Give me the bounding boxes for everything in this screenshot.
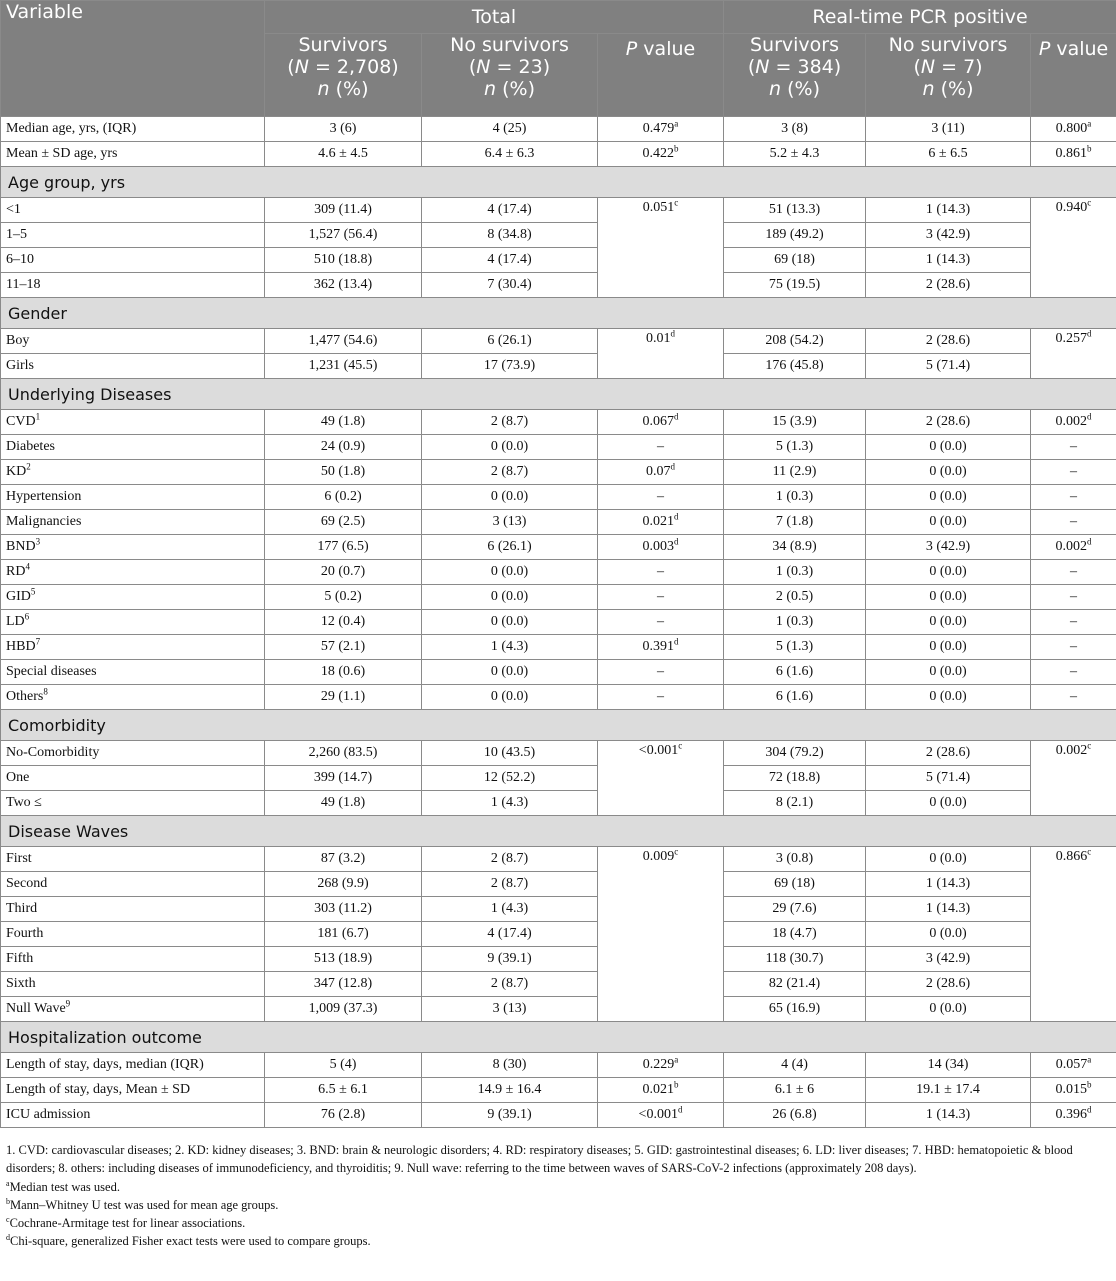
- cell: 2 (28.6): [866, 741, 1031, 766]
- p-value: –: [598, 610, 724, 635]
- header-col: Survivors (N = 384) n (%): [724, 34, 866, 117]
- table-row: [1, 791, 1116, 816]
- cell: 2 (8.7): [422, 972, 598, 997]
- cell: 65 (16.9): [724, 997, 866, 1022]
- table-row: [1, 585, 1116, 610]
- table-row: [1, 460, 1116, 485]
- cell: 1 (14.3): [866, 1103, 1031, 1128]
- row-label: Malignancies: [1, 510, 265, 535]
- cell: 6 (26.1): [422, 535, 598, 560]
- table-row: [1, 1078, 1116, 1103]
- cell: 0 (0.0): [866, 847, 1031, 872]
- cell: 0 (0.0): [422, 435, 598, 460]
- row-label: ICU admission: [1, 1103, 265, 1128]
- p-value: –: [1031, 660, 1116, 685]
- cell: 5 (1.3): [724, 635, 866, 660]
- p-value: 0.002$^c$: [1031, 741, 1116, 816]
- cell: 309 (11.4): [265, 198, 422, 223]
- cell: 3 (13): [422, 997, 598, 1022]
- header-pcr: Real-time PCR positive: [724, 1, 1116, 34]
- row-label: Others$^8$: [1, 685, 265, 710]
- p-value: –: [1031, 685, 1116, 710]
- cell: 69 (18): [724, 248, 866, 273]
- cell: 5 (0.2): [265, 585, 422, 610]
- row-label: No-Comorbidity: [1, 741, 265, 766]
- table-row: [1, 223, 1116, 248]
- cell: 0 (0.0): [422, 585, 598, 610]
- table-row: [1, 997, 1116, 1022]
- p-value: 0.940$^c$: [1031, 198, 1116, 298]
- cell: 76 (2.8): [265, 1103, 422, 1128]
- header-col: P value: [1031, 34, 1116, 117]
- cell: 1 (14.3): [866, 248, 1031, 273]
- cell: 14 (34): [866, 1053, 1031, 1078]
- cell: 1 (14.3): [866, 897, 1031, 922]
- p-value: 0.229$^a$: [598, 1053, 724, 1078]
- table-row: [1, 972, 1116, 997]
- cell: 9 (39.1): [422, 1103, 598, 1128]
- p-value: 0.866$^c$: [1031, 847, 1116, 1022]
- cell: 3 (0.8): [724, 847, 866, 872]
- row-label: $RD^4$: [1, 560, 265, 585]
- row-label: CVD$^1$: [1, 410, 265, 435]
- section-title: Disease Waves: [1, 816, 1116, 847]
- row-label: Boy: [1, 329, 265, 354]
- row-label: First: [1, 847, 265, 872]
- cell: 7 (30.4): [422, 273, 598, 298]
- table-row: [1, 248, 1116, 273]
- p-value: 0.422$^b$: [598, 142, 724, 167]
- p-value: 0.021$^d$: [598, 510, 724, 535]
- row-label: One: [1, 766, 265, 791]
- cell: 4 (17.4): [422, 922, 598, 947]
- cell: 5 (1.3): [724, 435, 866, 460]
- cell: 12 (0.4): [265, 610, 422, 635]
- cell: 4 (25): [422, 117, 598, 142]
- cell: 208 (54.2): [724, 329, 866, 354]
- table-row: [1, 947, 1116, 972]
- section-title: Underlying Diseases: [1, 379, 1116, 410]
- cell: 1 (4.3): [422, 791, 598, 816]
- footnote-c: $^c$Cochrane-Armitage test for linear associations.: [6, 1214, 246, 1230]
- row-label: Null Wave$^9$: [1, 997, 265, 1022]
- cell: 18 (4.7): [724, 922, 866, 947]
- p-value: 0.396$^d$: [1031, 1103, 1116, 1128]
- cell: 1 (0.3): [724, 560, 866, 585]
- cell: 6 (26.1): [422, 329, 598, 354]
- header-col: P value: [598, 34, 724, 117]
- header-col: No survivors (N = 23) n (%): [422, 34, 598, 117]
- table-row: [1, 766, 1116, 791]
- cell: 0 (0.0): [422, 660, 598, 685]
- cell: 20 (0.7): [265, 560, 422, 585]
- footnotes: [6, 1141, 1110, 1250]
- p-value: 0.015$^b$: [1031, 1078, 1116, 1103]
- cell: 176 (45.8): [724, 354, 866, 379]
- cell: 57 (2.1): [265, 635, 422, 660]
- cell: 6.5 ± 6.1: [265, 1078, 422, 1103]
- cell: 5 (4): [265, 1053, 422, 1078]
- section-header-comorbidity: [1, 710, 1116, 741]
- cell: 2 (0.5): [724, 585, 866, 610]
- section-header-underlying: [1, 379, 1116, 410]
- cell: 4 (4): [724, 1053, 866, 1078]
- section-title: Hospitalization outcome: [1, 1022, 1116, 1053]
- table-row: [1, 329, 1116, 354]
- cell: 3 (8): [724, 117, 866, 142]
- table-row: [1, 117, 1116, 142]
- section-header-waves: [1, 816, 1116, 847]
- p-value: 0.861$^b$: [1031, 142, 1116, 167]
- cell: 12 (52.2): [422, 766, 598, 791]
- cell: 3 (13): [422, 510, 598, 535]
- table-row: [1, 635, 1116, 660]
- cell: 1 (0.3): [724, 610, 866, 635]
- row-label: Fourth: [1, 922, 265, 947]
- cell: 3 (11): [866, 117, 1031, 142]
- cell: 7 (1.8): [724, 510, 866, 535]
- p-value: 0.003$^d$: [598, 535, 724, 560]
- cell: 0 (0.0): [866, 435, 1031, 460]
- table-row: [1, 273, 1116, 298]
- cell: 15 (3.9): [724, 410, 866, 435]
- table-row: [1, 435, 1116, 460]
- header-variable: Variable: [1, 1, 265, 117]
- row-label: 6–10: [1, 248, 265, 273]
- cell: 510 (18.8): [265, 248, 422, 273]
- section-title: Age group, yrs: [1, 167, 1116, 198]
- p-value: –: [1031, 635, 1116, 660]
- table-row: [1, 660, 1116, 685]
- cell: 3 (42.9): [866, 947, 1031, 972]
- p-value: 0.07$^d$: [598, 460, 724, 485]
- cell: 304 (79.2): [724, 741, 866, 766]
- cell: 5.2 ± 4.3: [724, 142, 866, 167]
- cell: 0 (0.0): [866, 585, 1031, 610]
- cell: 10 (43.5): [422, 741, 598, 766]
- cell: 0 (0.0): [866, 997, 1031, 1022]
- cell: 181 (6.7): [265, 922, 422, 947]
- table-row: [1, 510, 1116, 535]
- cell: 118 (30.7): [724, 947, 866, 972]
- cell: 268 (9.9): [265, 872, 422, 897]
- table-row: [1, 872, 1116, 897]
- cell: 6.1 ± 6: [724, 1078, 866, 1103]
- row-label: GID$^5$: [1, 585, 265, 610]
- header-total: Total: [265, 1, 724, 34]
- cell: 2 (28.6): [866, 273, 1031, 298]
- p-value: –: [1031, 510, 1116, 535]
- table-row: [1, 741, 1116, 766]
- p-value: –: [1031, 460, 1116, 485]
- cell: 6 ± 6.5: [866, 142, 1031, 167]
- row-label: Two ≤: [1, 791, 265, 816]
- header-row-groups: [1, 1, 1116, 34]
- cell: 29 (7.6): [724, 897, 866, 922]
- cell: 0 (0.0): [866, 660, 1031, 685]
- row-label: 11–18: [1, 273, 265, 298]
- p-value: <0.001$^c$: [598, 741, 724, 816]
- footnote-abbreviations: 1. CVD: cardiovascular diseases; 2. KD: kidney diseases; 3. BND: brain & neurologic disorders; 4. RD: respiratory diseases; 5. GID: gastrointestinal diseases; 6. LD: liver diseases; 7. HBD: hematopoietic & blood disorders; 8. others: including diseases of immunodeficiency, and thyroiditis; 9. Null wave: referring to the time between waves of SARS-CoV-2 infections (approximately 208 days).: [6, 1143, 1073, 1175]
- row-label: HBD$^7$: [1, 635, 265, 660]
- table-row: [1, 354, 1116, 379]
- cell: 34 (8.9): [724, 535, 866, 560]
- p-value: –: [598, 560, 724, 585]
- table-row: [1, 847, 1116, 872]
- cell: 18 (0.6): [265, 660, 422, 685]
- row-label: Median age, yrs, (IQR): [1, 117, 265, 142]
- row-label: Girls: [1, 354, 265, 379]
- cell: 3 (42.9): [866, 223, 1031, 248]
- table-row: [1, 1103, 1116, 1128]
- cell: 1,009 (37.3): [265, 997, 422, 1022]
- row-label: $KD^2$: [1, 460, 265, 485]
- footnote-a: $^a$Median test was used.: [6, 1178, 120, 1194]
- row-label: 1–5: [1, 223, 265, 248]
- p-value: 0.057$^a$: [1031, 1053, 1116, 1078]
- p-value: –: [1031, 560, 1116, 585]
- cell: 69 (18): [724, 872, 866, 897]
- cell: 24 (0.9): [265, 435, 422, 460]
- p-value: –: [1031, 610, 1116, 635]
- p-value: 0.391$^d$: [598, 635, 724, 660]
- p-value: 0.002$^d$: [1031, 410, 1116, 435]
- p-value: 0.021$^b$: [598, 1078, 724, 1103]
- row-label: Fifth: [1, 947, 265, 972]
- footnote-d: $^d$Chi-square, generalized Fisher exact tests were used to compare groups.: [6, 1232, 371, 1248]
- cell: 5 (71.4): [866, 766, 1031, 791]
- p-value: –: [1031, 485, 1116, 510]
- row-label: Special diseases: [1, 660, 265, 685]
- cell: 8 (2.1): [724, 791, 866, 816]
- cell: 2 (28.6): [866, 972, 1031, 997]
- cell: 2 (8.7): [422, 460, 598, 485]
- section-header-gender: [1, 298, 1116, 329]
- p-value: –: [1031, 585, 1116, 610]
- cell: 362 (13.4): [265, 273, 422, 298]
- p-value: –: [598, 685, 724, 710]
- table-row: [1, 685, 1116, 710]
- cell: 6.4 ± 6.3: [422, 142, 598, 167]
- p-value: 0.800$^a$: [1031, 117, 1116, 142]
- p-value: –: [598, 435, 724, 460]
- row-label: $LD^6$: [1, 610, 265, 635]
- p-value: 0.009$^c$: [598, 847, 724, 1022]
- cell: 0 (0.0): [866, 922, 1031, 947]
- row-label: Diabetes: [1, 435, 265, 460]
- table-row: [1, 897, 1116, 922]
- p-value: 0.002$^d$: [1031, 535, 1116, 560]
- cell: 2 (8.7): [422, 410, 598, 435]
- cell: 6 (1.6): [724, 685, 866, 710]
- p-value: 0.479$^a$: [598, 117, 724, 142]
- row-label: Length of stay, days, Mean ± SD: [1, 1078, 265, 1103]
- header-col: No survivors (N = 7) n (%): [866, 34, 1031, 117]
- cell: 14.9 ± 16.4: [422, 1078, 598, 1103]
- table-row: [1, 142, 1116, 167]
- p-value: <0.001$^d$: [598, 1103, 724, 1128]
- footnote-b: $^b$Mann–Whitney U test was used for mean age groups.: [6, 1196, 279, 1212]
- cell: 2 (8.7): [422, 847, 598, 872]
- cell: 1,477 (54.6): [265, 329, 422, 354]
- cell: 51 (13.3): [724, 198, 866, 223]
- cell: 9 (39.1): [422, 947, 598, 972]
- cell: 0 (0.0): [866, 560, 1031, 585]
- section-header-hosp: [1, 1022, 1116, 1053]
- cell: 2 (8.7): [422, 872, 598, 897]
- p-value: 0.051$^c$: [598, 198, 724, 298]
- section-title: Comorbidity: [1, 710, 1116, 741]
- p-value: –: [598, 660, 724, 685]
- cell: 2,260 (83.5): [265, 741, 422, 766]
- cell: 0 (0.0): [866, 635, 1031, 660]
- p-value: –: [598, 485, 724, 510]
- cell: 50 (1.8): [265, 460, 422, 485]
- cell: 0 (0.0): [866, 610, 1031, 635]
- cell: 29 (1.1): [265, 685, 422, 710]
- cell: 513 (18.9): [265, 947, 422, 972]
- cell: 1 (4.3): [422, 897, 598, 922]
- cell: 1 (14.3): [866, 198, 1031, 223]
- cell: 4 (17.4): [422, 198, 598, 223]
- cell: 0 (0.0): [866, 791, 1031, 816]
- cell: 1 (0.3): [724, 485, 866, 510]
- cell: 3 (6): [265, 117, 422, 142]
- cell: 0 (0.0): [422, 560, 598, 585]
- table-row: [1, 560, 1116, 585]
- cell: 1,231 (45.5): [265, 354, 422, 379]
- row-label: Third: [1, 897, 265, 922]
- cell: 6 (0.2): [265, 485, 422, 510]
- cell: 1 (14.3): [866, 872, 1031, 897]
- section-header-age: [1, 167, 1116, 198]
- cell: 69 (2.5): [265, 510, 422, 535]
- cell: 4 (17.4): [422, 248, 598, 273]
- cell: 49 (1.8): [265, 791, 422, 816]
- cell: 19.1 ± 17.4: [866, 1078, 1031, 1103]
- cell: 0 (0.0): [866, 510, 1031, 535]
- cell: 2 (28.6): [866, 329, 1031, 354]
- cell: 82 (21.4): [724, 972, 866, 997]
- cell: 177 (6.5): [265, 535, 422, 560]
- cell: 0 (0.0): [866, 685, 1031, 710]
- cell: 8 (30): [422, 1053, 598, 1078]
- row-label: Second: [1, 872, 265, 897]
- cell: 8 (34.8): [422, 223, 598, 248]
- cell: 75 (19.5): [724, 273, 866, 298]
- cell: 5 (71.4): [866, 354, 1031, 379]
- cell: 49 (1.8): [265, 410, 422, 435]
- cell: 4.6 ± 4.5: [265, 142, 422, 167]
- cell: 17 (73.9): [422, 354, 598, 379]
- cell: 399 (14.7): [265, 766, 422, 791]
- cell: 0 (0.0): [866, 485, 1031, 510]
- header-col: Survivors (N = 2,708) n (%): [265, 34, 422, 117]
- row-label: Length of stay, days, median (IQR): [1, 1053, 265, 1078]
- table-row: [1, 198, 1116, 223]
- cell: 303 (11.2): [265, 897, 422, 922]
- cell: 0 (0.0): [866, 460, 1031, 485]
- cell: 72 (18.8): [724, 766, 866, 791]
- row-label: BND$^3$: [1, 535, 265, 560]
- section-title: Gender: [1, 298, 1116, 329]
- cell: 0 (0.0): [422, 485, 598, 510]
- cell: 26 (6.8): [724, 1103, 866, 1128]
- table-row: [1, 610, 1116, 635]
- cell: 189 (49.2): [724, 223, 866, 248]
- p-value: 0.257$^d$: [1031, 329, 1116, 379]
- table-row: [1, 922, 1116, 947]
- cell: 0 (0.0): [422, 685, 598, 710]
- cell: 87 (3.2): [265, 847, 422, 872]
- cell: 3 (42.9): [866, 535, 1031, 560]
- cell: 1 (4.3): [422, 635, 598, 660]
- row-label: Hypertension: [1, 485, 265, 510]
- table-row: [1, 535, 1116, 560]
- row-label: Mean ± SD age, yrs: [1, 142, 265, 167]
- cell: 0 (0.0): [422, 610, 598, 635]
- table-row: [1, 485, 1116, 510]
- table-row: [1, 1053, 1116, 1078]
- cell: 11 (2.9): [724, 460, 866, 485]
- p-value: –: [598, 585, 724, 610]
- cell: 6 (1.6): [724, 660, 866, 685]
- p-value: –: [1031, 435, 1116, 460]
- table-row: [1, 410, 1116, 435]
- cell: 2 (28.6): [866, 410, 1031, 435]
- row-label: <1: [1, 198, 265, 223]
- p-value: 0.067$^d$: [598, 410, 724, 435]
- p-value: 0.01$^d$: [598, 329, 724, 379]
- cell: 347 (12.8): [265, 972, 422, 997]
- row-label: Sixth: [1, 972, 265, 997]
- cell: 1,527 (56.4): [265, 223, 422, 248]
